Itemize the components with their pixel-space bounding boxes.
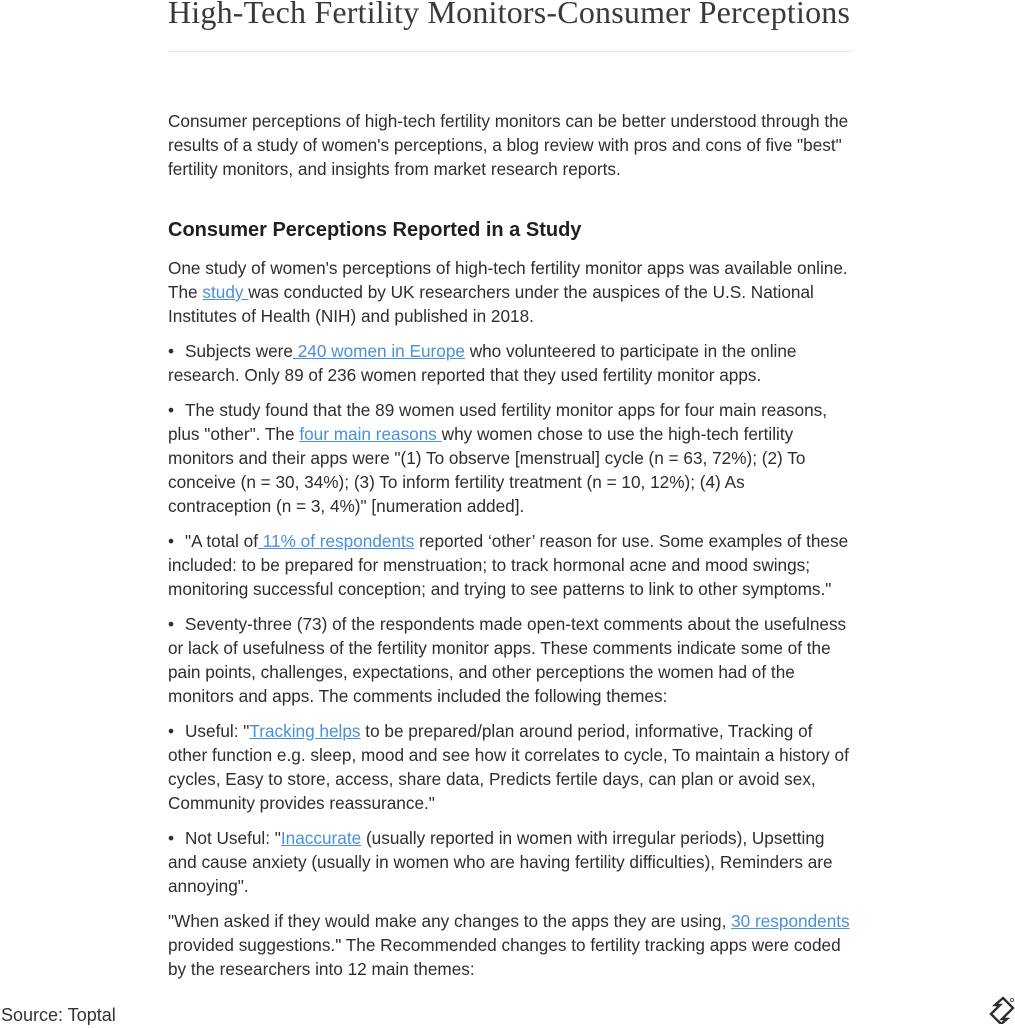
240-women-link[interactable]: 240 women in Europe <box>292 341 465 361</box>
list-item: • Not Useful: "Inaccurate (usually reported in women with irregular periods), Upsetting and cause anxiety (usually in women who are having fertility difficulties), Reminders are annoying". <box>168 828 833 896</box>
inaccurate-link[interactable]: Inaccurate <box>280 828 362 848</box>
30-respondents-link[interactable]: 30 respondents <box>731 911 850 931</box>
study-paragraph: One study of women's perceptions of high-tech fertility monitor apps was available online. The study was conducted by UK researchers under the auspices of the U.S. National Institutes of Health (NIH) and published in 2018. <box>168 258 848 326</box>
suggestions-paragraph: "When asked if they would make any changes to the apps they are using, 30 respondents provided suggestions." The Recommended changes to fertility tracking apps were coded by the researchers into 12 main themes: <box>168 911 850 979</box>
source-caption: Source: Toptal <box>1 1005 116 1025</box>
list-item: • Subjects were 240 women in Europe who volunteered to participate in the online research. Only 89 of 236 women reported that they used fertility monitor apps. <box>168 341 797 385</box>
bullet-icon: • <box>168 721 175 741</box>
list-item: • "A total of 11% of respondents reported ‘other’ reason for use. Some examples of these included: to be prepared for menstruation; to track hormonal acne and mood swings; monitoring successful conception; and trying to see patterns to link to other symptoms." <box>168 531 849 599</box>
article-body <box>168 109 852 992</box>
section-heading: Consumer Perceptions Reported in a Study <box>168 219 582 241</box>
list-item: • Seventy-three (73) of the respondents made open-text comments about the usefulness or lack of usefulness of the fertility monitor apps. These comments indicate some of the pain points, challenges, expectations, and other perceptions the women had of the monitors and apps. The comments included the following themes: <box>168 614 847 706</box>
tracking-helps-link[interactable]: Tracking helps <box>249 721 361 741</box>
toptal-logo-icon <box>987 996 1015 1024</box>
bullet-icon: • <box>168 531 175 551</box>
11-percent-respondents-link[interactable]: 11% of respondents <box>258 531 415 551</box>
four-main-reasons-link[interactable]: four main reasons <box>299 424 442 444</box>
bullet-icon: • <box>168 400 175 420</box>
list-item: • Useful: "Tracking helps to be prepared/plan around period, informative, Tracking of other function e.g. sleep, mood and see how it correlates to cycle, To maintain a history of cycles, Easy to store, access, share data, Predicts fertile days, can plan or avoid sex, Community provides reassurance." <box>168 721 849 813</box>
title-divider <box>168 51 852 52</box>
list-item: • The study found that the 89 women used fertility monitor apps for four main reasons, plus "other". The four main reasons why women chose to use the high-tech fertility monitors and their apps were "(1) To observe [menstrual] cycle (n = 63, 72%); (2) To conceive (n = 30, 34%); (3) To inform fertility treatment (n = 10, 12%); (4) As contraception (n = 3, 4%)" [numeration added]. <box>168 400 828 516</box>
page-title: High-Tech Fertility Monitors-Consumer Perceptions <box>168 0 851 30</box>
study-link[interactable]: study <box>202 282 249 302</box>
bullet-icon: • <box>168 341 175 361</box>
intro-paragraph: Consumer perceptions of high-tech fertility monitors can be better understood through the results of a study of women's perceptions, a blog review with pros and cons of five "best" fertility monitors, and insights from market research reports. <box>168 111 849 179</box>
bullet-icon: • <box>168 614 175 634</box>
bullet-icon: • <box>168 828 175 848</box>
